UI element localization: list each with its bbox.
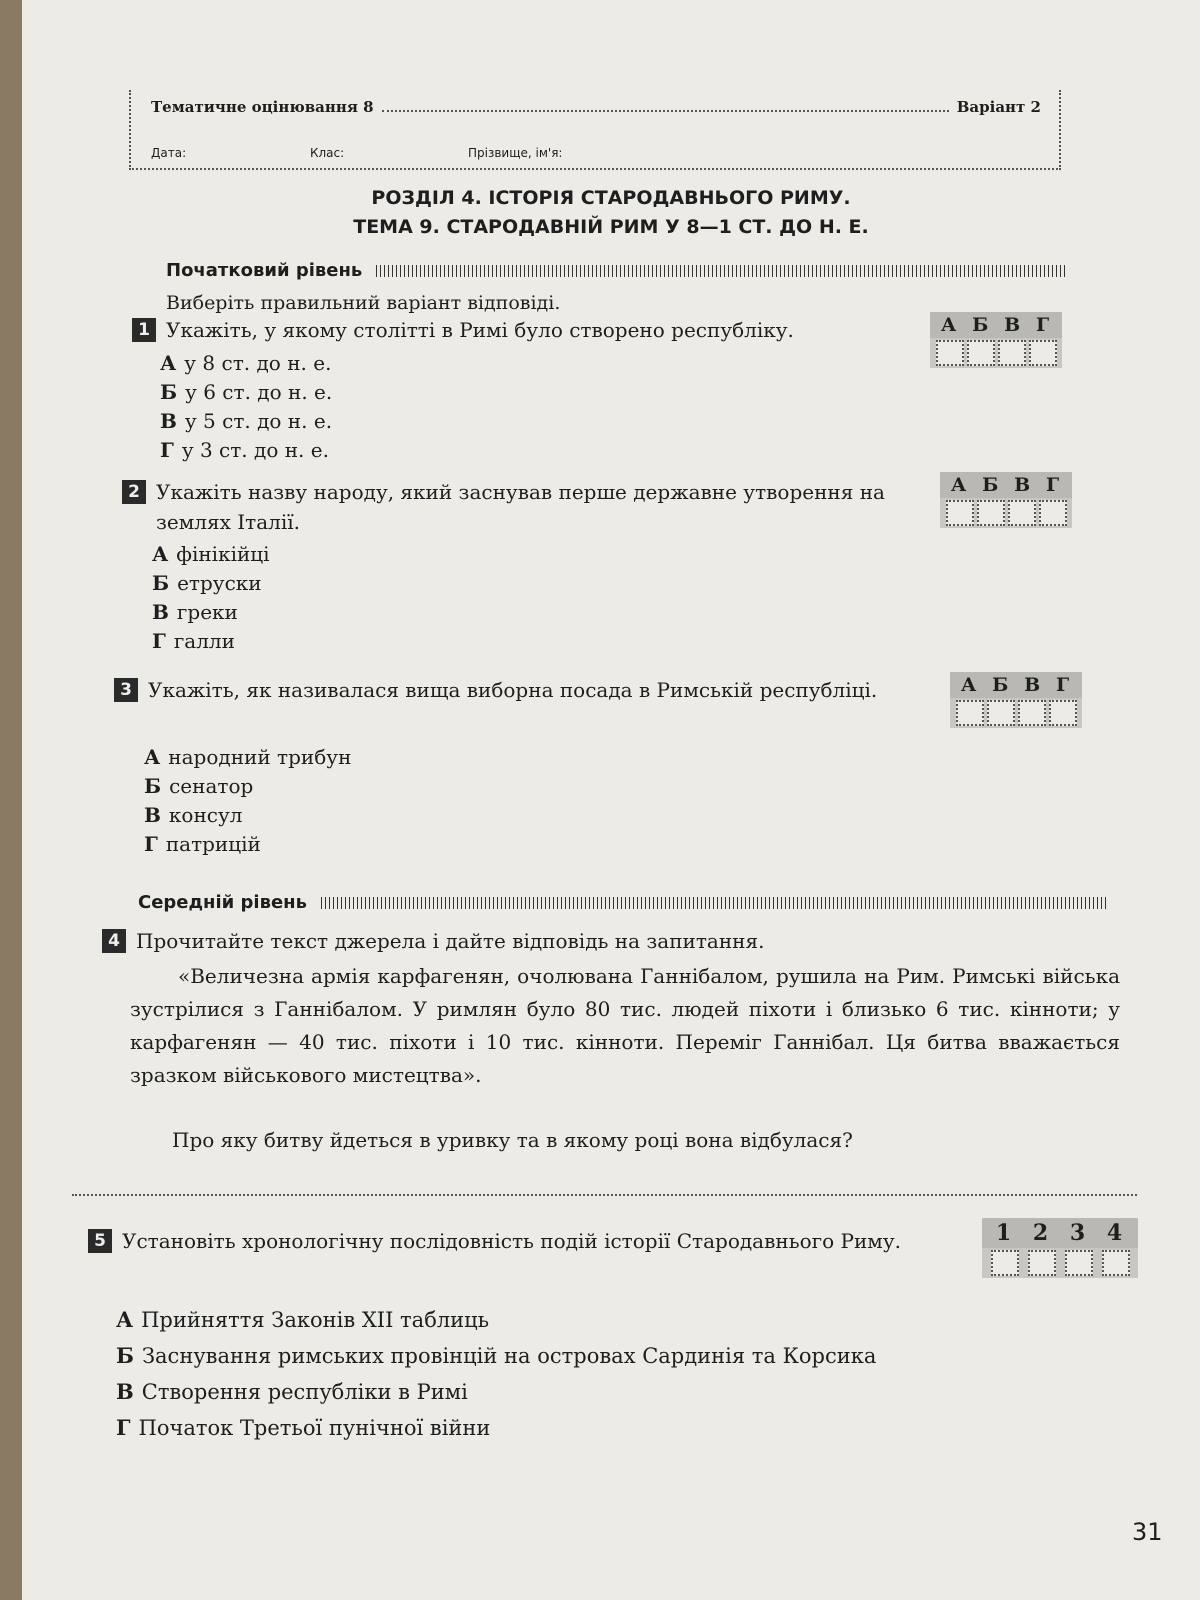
answer-grid-boxes [940, 498, 1072, 528]
question-5-options [116, 1302, 876, 1446]
class-label: Клас: [309, 146, 345, 160]
option[interactable]: Б Заснування римських провінцій на островах Сардинія та Корсика [116, 1343, 877, 1368]
instruction: Виберіть правильний варіант відповіді. [166, 292, 561, 314]
answer-grid-letters: А Б В Г [940, 472, 1072, 498]
answer-grid-letters: А Б В Г [930, 312, 1062, 338]
page-number: 31 [1132, 1518, 1163, 1546]
order-grid-boxes [982, 1248, 1138, 1278]
option[interactable]: А у 8 ст. до н. е. [160, 351, 332, 375]
option[interactable]: В у 5 ст. до н. е. [160, 409, 333, 433]
question-text: Установіть хронологічну послідовність подій історії Стародавнього Риму. [122, 1229, 901, 1253]
answer-box[interactable] [991, 1250, 1019, 1276]
question-number: 4 [102, 929, 126, 953]
answer-box[interactable] [1008, 500, 1036, 526]
level-middle [138, 892, 1108, 913]
question-text: Укажіть, як називалася вища виборна посада в Римській республіці. [148, 678, 878, 702]
answer-box[interactable] [1018, 700, 1046, 726]
question-4-prompt: Про яку битву йдеться в уривку та в якому році вона відбулася? [172, 1128, 853, 1152]
section-line-2: ТЕМА 9. СТАРОДАВНІЙ РИМ У 8—1 СТ. ДО Н. Е. [353, 216, 869, 238]
answer-box[interactable] [1028, 1250, 1056, 1276]
answer-grid-1 [930, 312, 1062, 368]
option[interactable]: Б етруски [152, 571, 262, 595]
option[interactable]: В Створення республіки в Римі [116, 1379, 468, 1404]
answer-box[interactable] [1102, 1250, 1130, 1276]
answer-box[interactable] [998, 340, 1026, 366]
answer-grid-boxes [930, 338, 1062, 368]
question-5 [94, 1226, 942, 1256]
answer-box[interactable] [1029, 340, 1057, 366]
assessment-title: Тематичне оцінювання 8 [151, 98, 374, 116]
question-2 [128, 477, 916, 537]
question-text: Укажіть, у якому столітті в Римі було створено республіку. [166, 318, 794, 342]
option[interactable]: Б у 6 ст. до н. е. [160, 380, 333, 404]
answer-box[interactable] [967, 340, 995, 366]
section-title [22, 184, 1200, 242]
answer-box[interactable] [987, 700, 1015, 726]
order-grid-numbers: 1 2 3 4 [982, 1218, 1138, 1248]
question-number: 1 [132, 318, 156, 342]
level-initial [166, 260, 1066, 281]
option[interactable]: Г Початок Третьої пунічної війни [116, 1415, 491, 1440]
option[interactable]: В консул [144, 803, 243, 827]
question-number: 5 [88, 1229, 112, 1253]
level-rule [376, 265, 1066, 277]
worksheet-page [22, 0, 1200, 1600]
option[interactable]: Г патрицій [144, 832, 261, 856]
answer-grid-3 [950, 672, 1082, 728]
answer-box[interactable] [946, 500, 974, 526]
source-quote: «Величезна армія карфагенян, очолювана Ганнібалом, рушила на Рим. Римські війська зустрілися з Ганнібалом. У римлян було 80 тис. людей піхоти і близько 6 тис. кінноти; у карфагенян — 40 тис. піхоти і 10 тис. кінноти. Переміг Ганнібал. Ця битва вважається зразком військового мистецтва». [130, 964, 1120, 1087]
question-3 [120, 675, 908, 705]
header-title-row [151, 98, 1041, 116]
answer-grid-2 [940, 472, 1072, 528]
option[interactable]: А народний трибун [144, 745, 352, 769]
variant-label: Варіант 2 [956, 98, 1041, 116]
answer-box[interactable] [1049, 700, 1077, 726]
answer-grid-boxes [950, 698, 1082, 728]
question-2-options [152, 540, 270, 656]
date-label: Дата: [151, 146, 187, 160]
question-text: Укажіть назву народу, який заснував перше державне утворення на землях Італії. [156, 480, 885, 534]
header-box [129, 90, 1061, 170]
question-1-options [160, 349, 332, 465]
option[interactable]: А фінікійці [152, 542, 270, 566]
answer-box[interactable] [1065, 1250, 1093, 1276]
answer-box[interactable] [936, 340, 964, 366]
option[interactable]: В греки [152, 600, 238, 624]
option[interactable]: А Прийняття Законів XII таблиць [116, 1307, 490, 1332]
section-line-1: РОЗДІЛ 4. ІСТОРІЯ СТАРОДАВНЬОГО РИМУ. [371, 187, 851, 209]
question-text: Прочитайте текст джерела і дайте відповідь на запитання. [136, 929, 765, 953]
header-dotted-fill [382, 102, 949, 112]
header-fields-row [151, 146, 682, 160]
answer-grid-letters: А Б В Г [950, 672, 1082, 698]
option[interactable]: Б сенатор [144, 774, 254, 798]
answer-grid-5 [982, 1218, 1138, 1278]
answer-box[interactable] [1039, 500, 1067, 526]
answer-line[interactable] [72, 1194, 1137, 1196]
question-1 [138, 315, 926, 345]
question-number: 3 [114, 678, 138, 702]
level-initial-label: Початковий рівень [166, 260, 363, 281]
question-4 [108, 926, 1086, 956]
question-3-options [144, 743, 351, 859]
name-label: Прізвище, ім'я: [467, 146, 563, 160]
option[interactable]: Г у 3 ст. до н. е. [160, 438, 329, 462]
level-middle-label: Середній рівень [138, 892, 308, 913]
level-rule [321, 897, 1108, 909]
question-number: 2 [122, 480, 146, 504]
answer-box[interactable] [956, 700, 984, 726]
answer-box[interactable] [977, 500, 1005, 526]
option[interactable]: Г галли [152, 629, 235, 653]
